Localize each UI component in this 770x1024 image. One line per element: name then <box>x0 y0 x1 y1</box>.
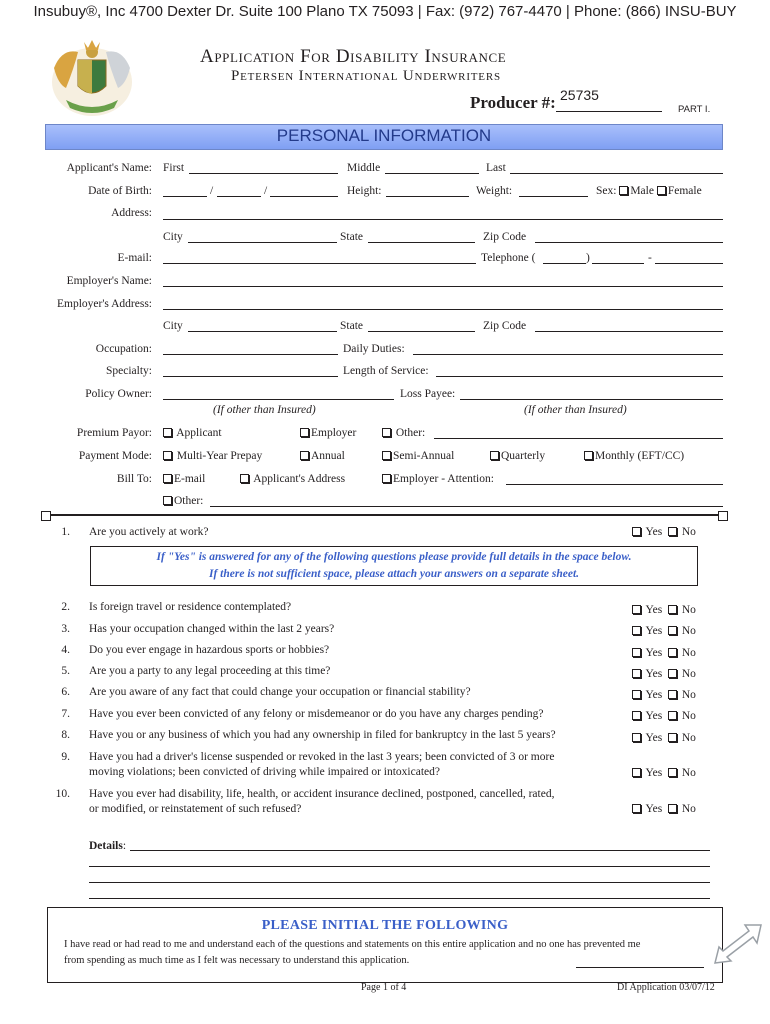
yes-label: Yes <box>645 647 663 659</box>
employer-address-field[interactable] <box>163 309 723 310</box>
tel-dash: - <box>648 252 652 264</box>
bt-applicant-address-option[interactable] <box>240 473 345 485</box>
occupation-field[interactable] <box>163 354 338 355</box>
no-checkbox[interactable] <box>668 605 677 614</box>
yes-checkbox[interactable] <box>632 605 641 614</box>
employer-zip-field[interactable] <box>535 331 723 332</box>
dob-month-field[interactable] <box>163 196 207 197</box>
city-label: City <box>163 231 183 243</box>
instruction-line-2: If there is not sufficient space, please attach your answers on a separate sheet. <box>208 568 580 580</box>
company-crest-logo <box>44 38 140 120</box>
checkbox[interactable] <box>163 496 172 505</box>
yes-no-choice[interactable] <box>632 689 696 701</box>
address-field[interactable] <box>163 219 723 220</box>
pm-annual-option[interactable] <box>300 450 345 462</box>
checkbox[interactable] <box>382 474 391 483</box>
checkbox[interactable] <box>300 451 309 460</box>
checkbox[interactable] <box>300 428 309 437</box>
pm-monthly-option[interactable] <box>584 450 684 462</box>
daily-duties-field[interactable] <box>413 354 723 355</box>
daily-duties-label: Daily Duties: <box>343 343 405 355</box>
sex-text: Sex: <box>596 185 617 197</box>
payor-other-option[interactable] <box>382 427 425 439</box>
question-text: Do you ever engage in hazardous sports or hobbies? <box>89 644 330 656</box>
employer-name-field[interactable] <box>163 286 723 287</box>
question-number: 1. <box>61 526 70 538</box>
state-label: State <box>340 231 363 243</box>
no-checkbox[interactable] <box>668 804 677 813</box>
form-id: DI Application 03/07/12 <box>617 982 715 993</box>
no-checkbox[interactable] <box>668 733 677 742</box>
question-number: 10. <box>55 788 70 800</box>
bt-attention-field[interactable] <box>506 484 723 485</box>
question-text: Is foreign travel or residence contemplated? <box>89 601 292 613</box>
checkbox[interactable] <box>163 428 172 437</box>
checkbox[interactable] <box>163 474 172 483</box>
question-number: 5. <box>61 665 70 677</box>
pm-semi-option[interactable] <box>382 450 454 462</box>
dob-label: Date of Birth: <box>88 185 152 197</box>
payor-applicant-option[interactable] <box>163 427 222 439</box>
question-text: Has your occupation changed within the last 2 years? <box>89 623 335 635</box>
phone-area-field[interactable] <box>543 263 586 264</box>
yes-label: Yes <box>645 689 663 701</box>
checkbox[interactable] <box>584 451 593 460</box>
policy-owner-label: Policy Owner: <box>85 388 152 400</box>
no-checkbox[interactable] <box>668 690 677 699</box>
yes-no-choice[interactable] <box>632 803 696 815</box>
question-text: Have you had a driver's license suspended or revoked in the last 3 years; been convicted of 3 or more <box>89 751 555 763</box>
option-label: E-mail <box>174 473 206 485</box>
no-label: No <box>681 732 696 744</box>
payor-other-field[interactable] <box>434 438 723 439</box>
section-divider <box>45 514 724 516</box>
part-label: PART I. <box>678 104 711 115</box>
option-label: Quarterly <box>501 450 546 462</box>
weight-label: Weight: <box>476 185 513 197</box>
last-name-field[interactable] <box>510 173 723 174</box>
form-title: Application For Disability Insurance <box>200 46 507 67</box>
male-checkbox[interactable] <box>619 186 628 195</box>
employer-city-field[interactable] <box>188 331 337 332</box>
payee-note: (If other than Insured) <box>524 404 627 416</box>
bill-to-label: Bill To: <box>116 473 152 485</box>
question-number: 7. <box>61 708 70 720</box>
details-label <box>89 840 126 852</box>
specialty-field[interactable] <box>163 376 338 377</box>
email-field[interactable] <box>163 263 476 264</box>
zip-label: Zip Code <box>483 231 527 243</box>
option-label: Other: <box>174 495 204 507</box>
yes-checkbox[interactable] <box>632 804 641 813</box>
contact-bar: Insubuy®, Inc 4700 Dexter Dr. Suite 100 Plano TX 75093 | Fax: (972) 767-4470 | Phone: (866) INSU-BUY <box>33 3 737 20</box>
question-text: Have you ever had disability, life, health, or accident insurance declined, postponed, cancelled, rated, <box>89 788 555 800</box>
no-label: No <box>681 668 696 680</box>
no-checkbox[interactable] <box>668 527 677 536</box>
question-number: 2. <box>61 601 70 613</box>
dob-day-field[interactable] <box>217 196 261 197</box>
bt-email-option[interactable] <box>163 473 205 485</box>
yes-label: Yes <box>645 803 663 815</box>
details-line[interactable] <box>89 898 710 899</box>
question-text-cont: moving violations; been convicted of driving while impaired or intoxicated? <box>89 766 440 778</box>
pm-quarterly-option[interactable] <box>490 450 545 462</box>
no-label: No <box>681 526 696 538</box>
yes-no-choice[interactable] <box>632 604 696 616</box>
dob-year-field[interactable] <box>270 196 338 197</box>
details-text: Details <box>89 840 123 852</box>
yes-no-choice[interactable] <box>632 668 696 680</box>
question-number: 9. <box>61 751 70 763</box>
sex-label <box>596 185 702 197</box>
owner-note: (If other than Insured) <box>213 404 316 416</box>
yes-checkbox[interactable] <box>632 690 641 699</box>
question-text: Are you aware of any fact that could change your occupation or financial stability? <box>89 686 471 698</box>
option-label: Applicant <box>176 427 222 439</box>
option-label: Semi-Annual <box>393 450 455 462</box>
pm-multi-option[interactable] <box>163 450 262 462</box>
no-label: No <box>681 625 696 637</box>
payment-mode-label: Payment Mode: <box>78 450 152 462</box>
checkbox[interactable] <box>240 474 249 483</box>
no-label: No <box>681 767 696 779</box>
applicant-name-label: Applicant's Name: <box>66 162 152 174</box>
checkbox[interactable] <box>163 451 172 460</box>
sign-here-arrow-icon <box>707 921 763 967</box>
dob-slash: / <box>210 185 214 197</box>
initial-statement-1: I have read or had read to me and understand each of the questions and statements on this entire application and no one has prevented me <box>64 939 641 950</box>
page-number: Page 1 of 4 <box>361 982 407 993</box>
loss-payee-field[interactable] <box>460 399 723 400</box>
phone-prefix-field[interactable] <box>592 263 644 264</box>
length-service-field[interactable] <box>436 376 723 377</box>
employer-zip-label: Zip Code <box>483 320 527 332</box>
specialty-label: Specialty: <box>106 365 152 377</box>
zip-field[interactable] <box>535 242 723 243</box>
no-checkbox[interactable] <box>668 711 677 720</box>
producer-field[interactable] <box>556 111 662 112</box>
middle-name-field[interactable] <box>385 173 479 174</box>
first-label: First <box>163 162 185 174</box>
yes-no-choice[interactable] <box>632 526 696 538</box>
no-label: No <box>681 803 696 815</box>
payor-employer-option[interactable] <box>300 427 356 439</box>
option-label: Annual <box>311 450 345 462</box>
yes-no-choice[interactable] <box>632 625 696 637</box>
producer-value: 25735 <box>560 87 599 103</box>
employer-state-label: State <box>340 320 363 332</box>
female-checkbox[interactable] <box>657 186 666 195</box>
details-line[interactable] <box>89 882 710 883</box>
initial-statement-2: from spending as much time as I felt was necessary to understand this application. <box>64 955 410 966</box>
male-label: Male <box>630 185 654 197</box>
option-label: Other: <box>395 427 426 439</box>
option-label: Multi-Year Prepay <box>176 450 263 462</box>
employer-state-field[interactable] <box>368 331 475 332</box>
weight-field[interactable] <box>519 196 588 197</box>
yes-checkbox[interactable] <box>632 648 641 657</box>
height-label: Height: <box>347 185 382 197</box>
form-subtitle: Petersen International Underwriters <box>231 68 501 84</box>
city-field[interactable] <box>188 242 337 243</box>
yes-checkbox[interactable] <box>632 733 641 742</box>
middle-label: Middle <box>347 162 381 174</box>
state-field[interactable] <box>368 242 475 243</box>
employer-address-label: Employer's Address: <box>56 298 152 310</box>
checkbox[interactable] <box>382 428 391 437</box>
yes-no-choice[interactable] <box>632 732 696 744</box>
section-title: PERSONAL INFORMATION <box>276 126 492 145</box>
occupation-label: Occupation: <box>95 343 152 355</box>
yes-no-choice[interactable] <box>632 710 696 722</box>
yes-no-choice[interactable] <box>632 647 696 659</box>
initial-title: PLEASE INITIAL THE FOLLOWING <box>261 918 509 933</box>
producer-label: Producer #: <box>470 93 556 112</box>
question-number: 6. <box>61 686 70 698</box>
yes-label: Yes <box>645 604 663 616</box>
last-label: Last <box>486 162 506 174</box>
employer-name-label: Employer's Name: <box>66 275 152 287</box>
yes-checkbox[interactable] <box>632 669 641 678</box>
instruction-line-1: If "Yes" is answered for any of the following questions please provide full details in the space below. <box>156 551 632 563</box>
email-label: E-mail: <box>117 252 152 264</box>
no-label: No <box>681 689 696 701</box>
yes-checkbox[interactable] <box>632 768 641 777</box>
female-label: Female <box>667 185 702 197</box>
option-label: Monthly (EFT/CC) <box>595 450 685 462</box>
option-label: Employer <box>311 427 357 439</box>
telephone-label: Telephone ( <box>481 252 536 264</box>
dob-slash: / <box>264 185 268 197</box>
question-text-cont: or modified, or reinstatement of such refused? <box>89 803 302 815</box>
yes-label: Yes <box>645 526 663 538</box>
initial-field[interactable] <box>576 967 704 968</box>
details-line[interactable] <box>130 850 710 851</box>
no-label: No <box>681 604 696 616</box>
length-service-label: Length of Service: <box>343 365 429 377</box>
no-checkbox[interactable] <box>668 669 677 678</box>
details-colon: : <box>122 840 127 852</box>
bt-other-option[interactable] <box>163 495 203 507</box>
question-number: 3. <box>61 623 70 635</box>
checkbox[interactable] <box>490 451 499 460</box>
yes-checkbox[interactable] <box>632 711 641 720</box>
no-checkbox[interactable] <box>668 626 677 635</box>
question-text: Are you a party to any legal proceeding at this time? <box>89 665 331 677</box>
address-label: Address: <box>111 207 152 219</box>
question-text: Are you actively at work? <box>89 526 209 538</box>
no-checkbox[interactable] <box>668 768 677 777</box>
question-number: 8. <box>61 729 70 741</box>
yes-checkbox[interactable] <box>632 626 641 635</box>
yes-no-choice[interactable] <box>632 767 696 779</box>
employer-city-label: City <box>163 320 183 332</box>
yes-checkbox[interactable] <box>632 527 641 536</box>
policy-owner-field[interactable] <box>163 399 394 400</box>
first-name-field[interactable] <box>189 173 338 174</box>
no-label: No <box>681 647 696 659</box>
no-label: No <box>681 710 696 722</box>
bt-employer-option[interactable] <box>382 473 494 485</box>
no-checkbox[interactable] <box>668 648 677 657</box>
yes-label: Yes <box>645 625 663 637</box>
tel-close: ) <box>586 252 590 264</box>
question-number: 4. <box>61 644 70 656</box>
yes-label: Yes <box>645 732 663 744</box>
question-text: Have you ever been convicted of any felony or misdemeanor or do you have any charges pending? <box>89 708 544 720</box>
premium-payor-label: Premium Payor: <box>76 427 152 439</box>
height-field[interactable] <box>386 196 469 197</box>
yes-label: Yes <box>645 710 663 722</box>
option-label: Employer - Attention: <box>393 473 494 485</box>
phone-number-field[interactable] <box>655 263 723 264</box>
bt-other-field[interactable] <box>210 506 723 507</box>
yes-label: Yes <box>645 668 663 680</box>
yes-label: Yes <box>645 767 663 779</box>
question-text: Have you or any business of which you had any ownership in filed for bankruptcy in the last 5 years? <box>89 729 556 741</box>
checkbox[interactable] <box>382 451 391 460</box>
loss-payee-label: Loss Payee: <box>400 388 456 400</box>
option-label: Applicant's Address <box>253 473 346 485</box>
details-line[interactable] <box>89 866 710 867</box>
